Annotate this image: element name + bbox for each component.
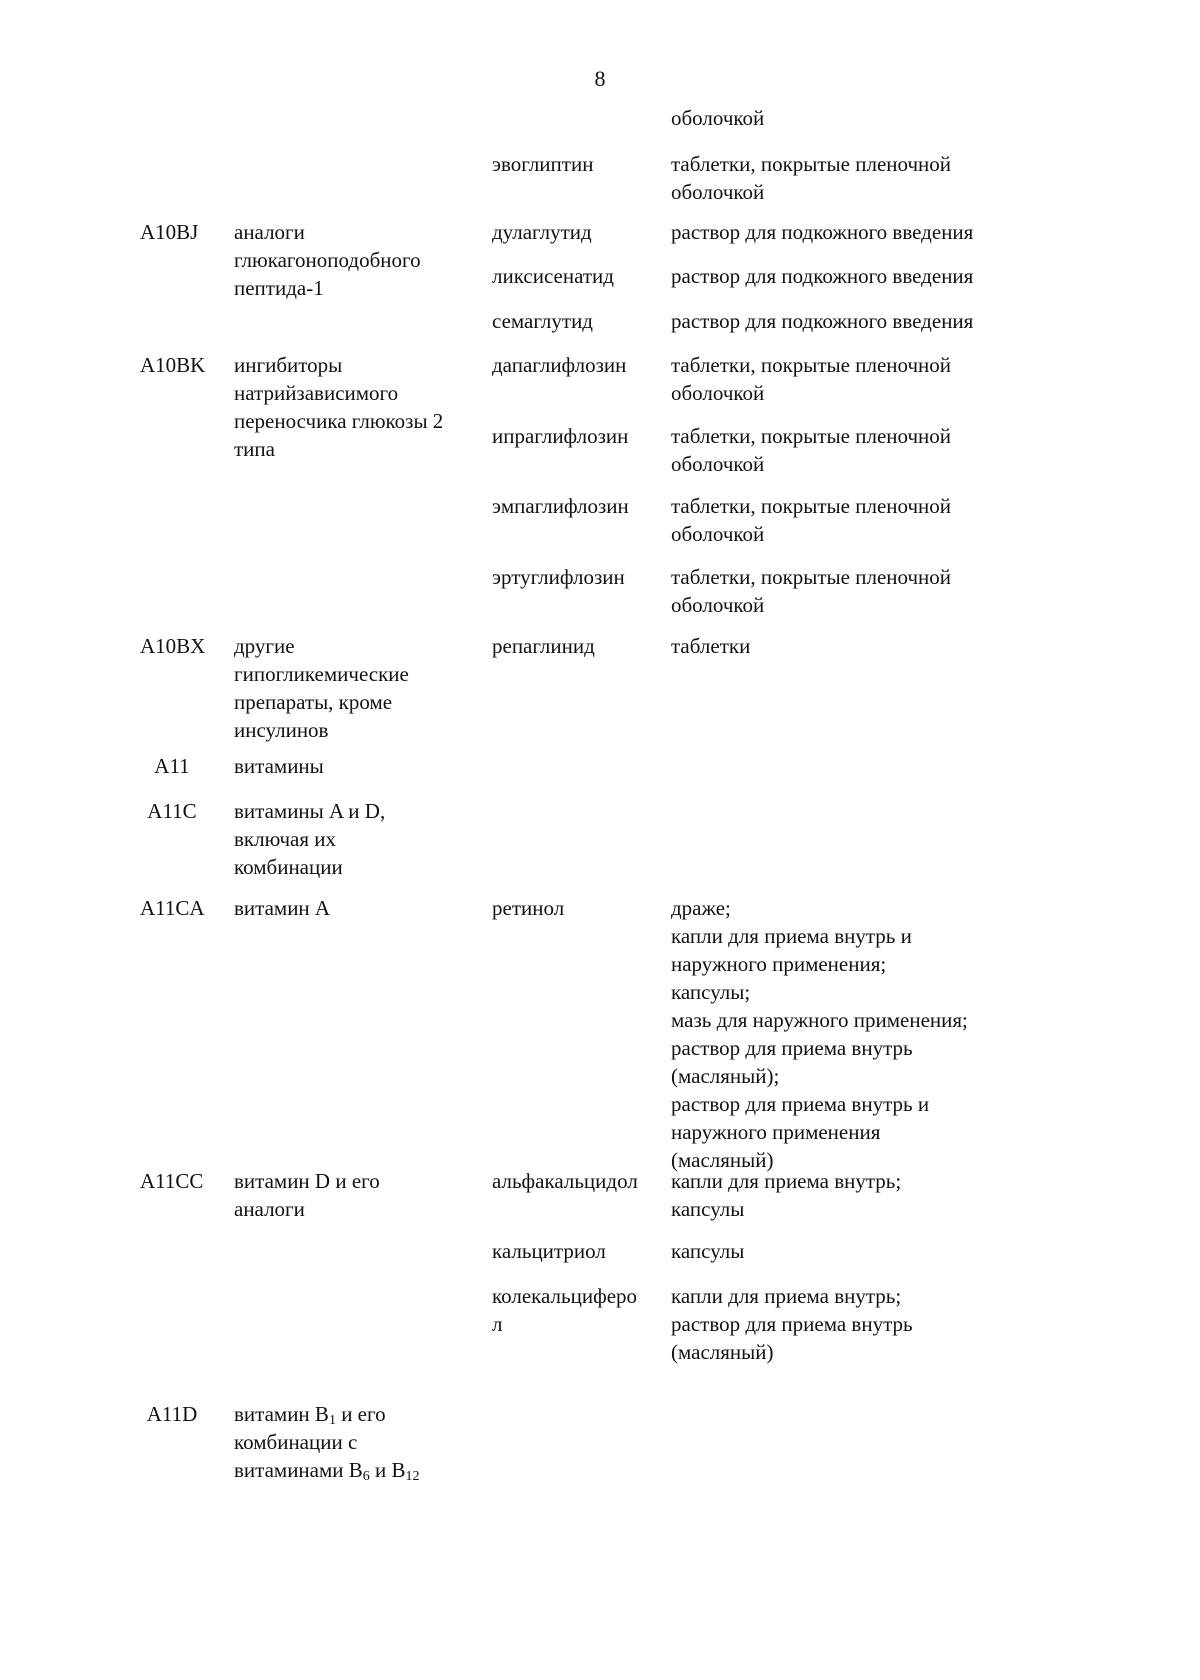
group-line: витамин $B_1$ и его — [234, 1402, 386, 1428]
drug-line: альфакальцидол — [492, 1169, 638, 1193]
group-line: аналоги — [234, 220, 305, 244]
form-line: мазь для наружного применения; — [671, 1008, 968, 1032]
dosage-form — [671, 351, 1091, 407]
drug-line: ипраглифлозин — [492, 424, 629, 448]
drug-name — [492, 632, 664, 660]
form-line: капли для приема внутрь и — [671, 924, 912, 948]
group-name — [234, 351, 492, 463]
form-line: таблетки — [671, 634, 751, 658]
form-line: раствор для подкожного введения — [671, 309, 974, 333]
drug-line: репаглинид — [492, 634, 595, 658]
drug-name — [492, 150, 664, 178]
group-line: включая их — [234, 827, 337, 851]
group-line: пептида-1 — [234, 276, 324, 300]
form-line: капли для приема внутрь; — [671, 1169, 902, 1193]
form-line: таблетки, покрытые пленочной — [671, 424, 952, 448]
group-name — [234, 1167, 492, 1223]
dosage-form — [671, 422, 1091, 478]
group-name — [234, 632, 492, 744]
drug-name — [492, 563, 664, 591]
atc-code: A10BK — [140, 353, 206, 377]
drug-line: ретинол — [492, 896, 565, 920]
dosage-form — [671, 894, 1091, 1174]
group-name — [234, 218, 492, 302]
dosage-form — [671, 262, 1091, 290]
drug-line: эвоглиптин — [492, 152, 594, 176]
drug-name — [492, 351, 664, 379]
drug-line: дапаглифлозин — [492, 353, 627, 377]
form-line: капли для приема внутрь; — [671, 1284, 902, 1308]
dosage-form — [671, 563, 1091, 619]
drug-line: кальцитриол — [492, 1239, 606, 1263]
drug-name — [492, 218, 664, 246]
dosage-form — [671, 632, 1091, 660]
drug-name — [492, 894, 664, 922]
group-line: переносчика глюкозы 2 — [234, 409, 444, 433]
form-line: капсулы; — [671, 980, 751, 1004]
form-line: драже; — [671, 896, 731, 920]
form-line: таблетки, покрытые пленочной — [671, 152, 952, 176]
drug-line: ликсисенатид — [492, 264, 614, 288]
group-line: витаминами $B_6$ и $B_{12}$ — [234, 1458, 420, 1484]
form-line: оболочкой — [671, 180, 765, 204]
group-line: витамины — [234, 754, 324, 778]
drug-name — [492, 307, 664, 335]
form-line: раствор для приема внутрь — [671, 1312, 913, 1336]
dosage-form — [671, 104, 1091, 132]
atc-code: A11 — [154, 754, 190, 778]
group-name — [234, 1400, 492, 1484]
atc-code: A11CC — [140, 1169, 204, 1193]
form-line: (масляный); — [671, 1064, 780, 1088]
form-line: (масляный) — [671, 1340, 774, 1364]
drug-line: колекальциферо — [492, 1284, 638, 1308]
drug-line: эмпаглифлозин — [492, 494, 629, 518]
dosage-form — [671, 307, 1091, 335]
form-line: капсулы — [671, 1197, 745, 1221]
form-line: таблетки, покрытые пленочной — [671, 565, 952, 589]
form-line: оболочкой — [671, 522, 765, 546]
group-name — [234, 894, 492, 922]
drug-name — [492, 1237, 664, 1265]
drug-name — [492, 422, 664, 450]
form-line: оболочкой — [671, 452, 765, 476]
atc-code: A11D — [146, 1402, 198, 1426]
form-line: раствор для подкожного введения — [671, 220, 974, 244]
form-line: (масляный) — [671, 1148, 774, 1172]
group-line: витамин A — [234, 896, 331, 920]
group-line: витамин D и его — [234, 1169, 380, 1193]
dosage-form — [671, 492, 1091, 548]
group-line: ингибиторы — [234, 353, 343, 377]
drug-line: дулаглутид — [492, 220, 592, 244]
group-line: натрийзависимого — [234, 381, 399, 405]
group-line: препараты, кроме — [234, 690, 393, 714]
drug-line: эртуглифлозин — [492, 565, 625, 589]
atc-code: A10BX — [140, 634, 206, 658]
form-line: оболочкой — [671, 381, 765, 405]
form-line: капсулы — [671, 1239, 745, 1263]
atc-code: A10BJ — [140, 220, 199, 244]
group-line: аналоги — [234, 1197, 305, 1221]
form-line: раствор для подкожного введения — [671, 264, 974, 288]
group-line: инсулинов — [234, 718, 329, 742]
group-line: гипогликемические — [234, 662, 409, 686]
form-line: оболочкой — [671, 593, 765, 617]
form-line: наружного применения — [671, 1120, 881, 1144]
dosage-form — [671, 1167, 1091, 1223]
form-line: таблетки, покрытые пленочной — [671, 494, 952, 518]
drug-name — [492, 1282, 664, 1338]
group-name — [234, 797, 492, 881]
group-line: комбинации — [234, 855, 343, 879]
drug-name — [492, 262, 664, 290]
dosage-form — [671, 218, 1091, 246]
drug-name — [492, 1167, 664, 1195]
group-line: типа — [234, 437, 275, 461]
group-line: другие — [234, 634, 295, 658]
group-name — [234, 752, 492, 780]
drug-name — [492, 492, 664, 520]
dosage-form — [671, 1282, 1091, 1366]
form-line: наружного применения; — [671, 952, 887, 976]
group-line: комбинации с — [234, 1430, 358, 1454]
form-line: оболочкой — [671, 106, 765, 130]
atc-code: A11C — [147, 799, 197, 823]
page-number: 8 — [594, 66, 606, 91]
group-line: глюкагоноподобного — [234, 248, 421, 272]
drug-line: семаглутид — [492, 309, 593, 333]
form-line: раствор для приема внутрь и — [671, 1092, 930, 1116]
atc-code: A11CA — [140, 896, 205, 920]
dosage-form — [671, 1237, 1091, 1265]
group-line: витамины A и D, — [234, 799, 386, 823]
drug-line: л — [492, 1312, 503, 1336]
form-line: таблетки, покрытые пленочной — [671, 353, 952, 377]
dosage-form — [671, 150, 1091, 206]
form-line: раствор для приема внутрь — [671, 1036, 913, 1060]
